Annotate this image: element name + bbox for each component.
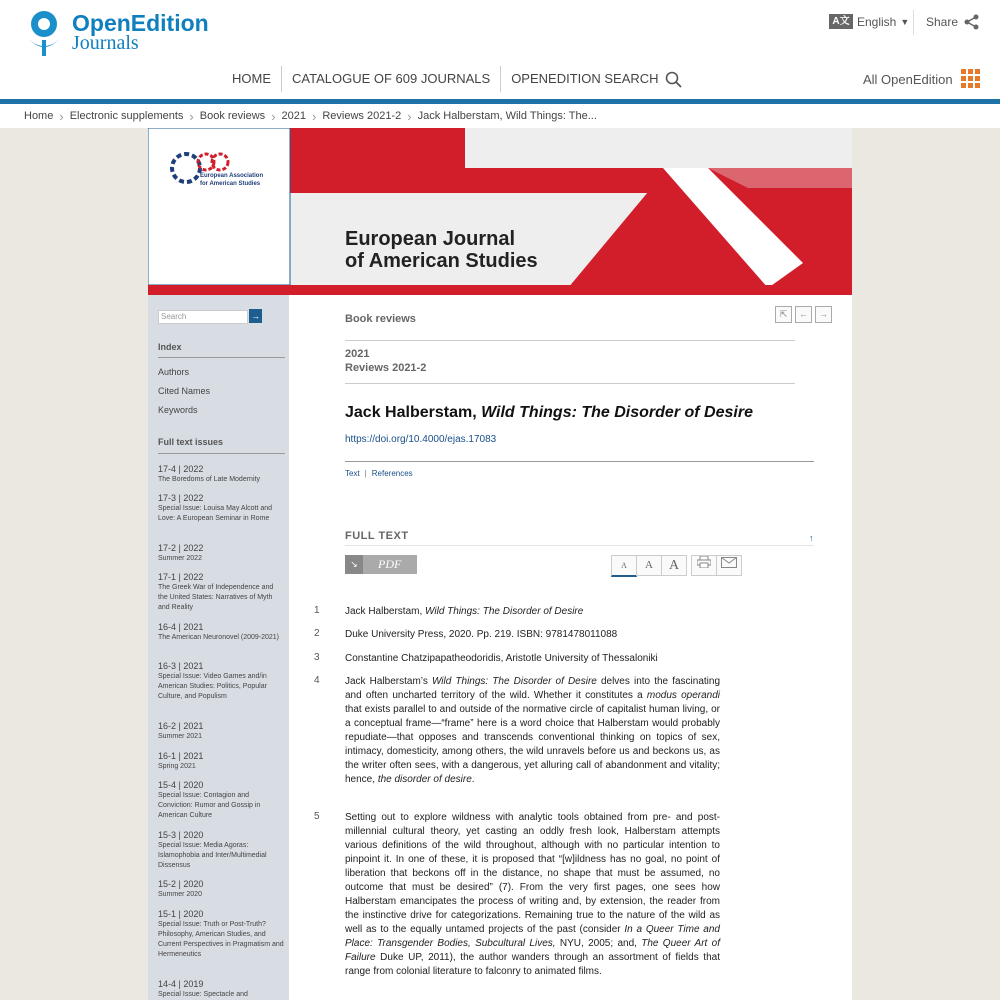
pdf-label: PDF (378, 557, 402, 571)
pdf-download-button[interactable] (345, 555, 417, 574)
chevron-right-icon: › (59, 108, 64, 124)
issue-number: 16-2 | 2021 (158, 721, 204, 731)
breadcrumb-book-reviews[interactable] (200, 109, 282, 124)
issue-number: 17-4 | 2022 (158, 464, 204, 474)
site-header (0, 0, 1000, 100)
back-to-top-of-issue-button[interactable] (775, 306, 792, 323)
breadcrumb-label: Home (24, 110, 54, 122)
p4-text: . (471, 774, 475, 785)
issue-item[interactable] (158, 779, 284, 821)
article-title-author: Jack Halberstam, (345, 404, 482, 421)
issue-item[interactable] (158, 571, 284, 613)
issue-number: 15-2 | 2020 (158, 879, 204, 889)
print-button[interactable] (691, 555, 717, 576)
issue-title: The Boredoms of Late Modernity (158, 476, 260, 483)
issue-item[interactable] (158, 750, 284, 772)
article-tabs (345, 469, 413, 478)
doi-link[interactable]: https://doi.org/10.4000/ejas.17083 (345, 434, 497, 445)
main-nav (222, 66, 692, 92)
breadcrumb-label: Electronic supplements (69, 110, 184, 122)
chevron-down-icon: ▼ (900, 16, 910, 27)
issue-title: Spring 2021 (158, 763, 196, 770)
print-icon (697, 556, 711, 568)
paragraph-3: Constantine Chatzipapatheodoridis, Aristotle University of Thessaloniki (345, 653, 658, 664)
association-line-1: European Association (200, 173, 264, 179)
issue-number: 17-1 | 2022 (158, 572, 204, 582)
breadcrumb-electronic-supplements[interactable] (70, 109, 200, 124)
all-openedition-label: All OpenEdition (863, 71, 953, 87)
sidebar-divider (158, 357, 285, 358)
paragraph-number: 1 (314, 605, 320, 616)
header-divider (913, 10, 914, 35)
issue-title: Special Issue: Louisa May Alcott and Love: A European Seminar in Rome (158, 505, 273, 522)
issue-item[interactable] (158, 720, 284, 742)
translate-icon: A文 (829, 14, 853, 29)
issue-title: The American Neuronovel (2009-2021) (158, 634, 280, 641)
issue-number: 16-3 | 2021 (158, 661, 204, 671)
chevron-right-icon: › (312, 108, 317, 124)
text-tools (612, 555, 742, 577)
breadcrumb-label: Jack Halberstam, Wild Things: The... (417, 110, 597, 122)
article-navigation (775, 306, 832, 323)
breadcrumb-label: 2021 (281, 110, 307, 122)
p4-text: that exists parallel to and outside of the normative circle of capitalist human living, or a conceptual frame—“frame” here is a word choice that Halberstam would probably repudiate—that opposes and transcends conventional thinking on topics of sex, intimacy, domesticity, among others, the wild unravels before us and beckons us, as the writer often sees, with a dangerous, yet alluring call of abandonment and vitality; hence, (345, 704, 720, 785)
next-article-button[interactable] (815, 306, 832, 323)
logo-subtitle: Journals (72, 32, 139, 54)
font-size-small-button[interactable]: A (611, 555, 637, 577)
paragraph-1 (345, 605, 720, 619)
p4-italic: Wild Things: The Disorder of Desire (431, 676, 597, 687)
font-size-large-button[interactable]: A (661, 555, 687, 576)
breadcrumb-year[interactable] (282, 109, 323, 124)
issue-title: Summer 2021 (158, 733, 202, 740)
p1-italic: Wild Things: The Disorder of Desire (425, 606, 584, 617)
issue-title: Special Issue: Media Agoras: Islamophobia and Inter/Multimedial Dissensus (158, 842, 267, 869)
download-icon: ↘ (345, 555, 363, 574)
font-size-medium-button[interactable]: A (636, 555, 662, 576)
index-link-keywords[interactable]: Keywords (158, 405, 198, 415)
issue-item[interactable] (158, 621, 284, 643)
journal-title-line-1: European Journal (345, 228, 516, 250)
p5-text: Duke UP, 2011), the author wanders through an assortment of fields that range from colonial literature to falconry to animated films. (345, 952, 720, 977)
issue-name[interactable]: Reviews 2021-2 (345, 362, 427, 374)
breadcrumb-label: Reviews 2021-2 (322, 110, 402, 122)
issue-item[interactable] (158, 492, 284, 524)
issue-title: Summer 2020 (158, 891, 202, 898)
sidebar-divider (158, 453, 285, 454)
issue-title: Special Issue: Spectacle and (158, 991, 248, 998)
issue-title: Special Issue: Video Games and/in American Studies: Politics, Popular Culture, and Populism (158, 673, 267, 700)
association-name (200, 172, 263, 188)
p4-italic: modus operandi (646, 690, 720, 701)
sidebar-search-button[interactable] (249, 309, 262, 323)
issue-item[interactable] (158, 908, 284, 960)
nav-catalogue[interactable]: CATALOGUE OF 609 JOURNALS (292, 71, 491, 86)
sidebar (148, 295, 289, 1000)
arrow-right-icon: → (819, 309, 828, 319)
openedition-logo-icon (24, 10, 66, 58)
paragraph-number: 3 (314, 652, 320, 663)
issue-item[interactable] (158, 829, 284, 871)
share-button[interactable] (926, 14, 980, 30)
p1-text: Jack Halberstam, (345, 606, 426, 617)
section-divider (345, 383, 795, 384)
section-label[interactable]: Book reviews (345, 313, 416, 325)
article-title (345, 404, 753, 422)
issue-item[interactable] (158, 660, 284, 702)
back-to-top-icon[interactable]: ↑ (809, 533, 814, 543)
arrow-right-icon: → (251, 311, 260, 321)
article-title-book: Wild Things: The Disorder of Desire (481, 404, 753, 421)
chevron-right-icon: › (271, 108, 276, 124)
p4-text: Jack Halberstam’s (345, 676, 432, 687)
breadcrumb-current (418, 110, 597, 122)
breadcrumb-label: Book reviews (199, 110, 266, 122)
language-selector[interactable] (829, 14, 909, 29)
nav-home[interactable]: HOME (232, 71, 271, 86)
issue-title: The Greek War of Independence and the United States: Narratives of Myth and Reality (158, 584, 274, 611)
journal-title-line-2: of American Studies (345, 250, 538, 272)
breadcrumb-issue[interactable] (322, 109, 417, 124)
issues-heading: Full text issues (158, 437, 224, 447)
nav-search[interactable] (501, 66, 691, 92)
logo-title: OpenEdition (72, 10, 209, 36)
issue-title: Special Issue: Truth or Post-Truth? Philosophy, American Studies, and Current Perspectives in Pragmatism and Hermeneutics (158, 921, 284, 958)
previous-article-button[interactable] (795, 306, 812, 323)
language-label: English (857, 14, 897, 29)
index-heading: Index (158, 342, 182, 352)
journal-banner[interactable] (148, 128, 852, 295)
issue-item[interactable] (158, 878, 284, 900)
envelope-icon (721, 557, 737, 568)
tab-separator: | (364, 469, 367, 478)
issue-number: 15-1 | 2020 (158, 909, 204, 919)
share-label: Share (926, 15, 959, 29)
p5-text: NYU, 2005; and, (555, 938, 642, 949)
breadcrumb (0, 104, 1000, 128)
issue-title: Summer 2022 (158, 555, 202, 562)
issue-number: 15-4 | 2020 (158, 780, 204, 790)
p5-italic: The Queer Art of Failure (345, 938, 720, 963)
title-divider (345, 461, 814, 462)
article-main (289, 295, 852, 1000)
paragraph-number: 4 (314, 675, 320, 686)
journal-title (345, 228, 538, 272)
issue-number: 17-2 | 2022 (158, 543, 204, 553)
search-icon (665, 71, 682, 88)
issue-item[interactable] (158, 463, 284, 485)
chevron-right-icon: › (189, 108, 194, 124)
p4-italic: the disorder of desire (377, 774, 472, 785)
all-openedition-menu[interactable] (863, 69, 981, 89)
full-text-heading: FULL TEXT (345, 530, 409, 542)
issue-item[interactable] (158, 542, 284, 564)
issue-number: 16-1 | 2021 (158, 751, 204, 761)
index-link-cited-names[interactable]: Cited Names (158, 386, 211, 396)
paragraph-5 (345, 811, 720, 979)
apps-grid-icon (961, 69, 981, 89)
tab-references[interactable]: References (371, 469, 413, 478)
chevron-right-icon: › (407, 108, 412, 124)
issue-number: 16-4 | 2021 (158, 622, 204, 632)
paragraph-4 (345, 675, 720, 787)
paragraph-2: Duke University Press, 2020. Pp. 219. ISBN: 9781478011088 (345, 629, 618, 640)
arrow-left-icon: ← (799, 309, 808, 319)
tab-text[interactable]: Text (345, 469, 360, 478)
paragraph-number: 2 (314, 628, 320, 639)
issue-number: 14-4 | 2019 (158, 979, 204, 989)
share-icon (964, 14, 980, 30)
paragraph-number: 5 (314, 811, 320, 822)
breadcrumb-home[interactable] (24, 109, 70, 124)
issue-item[interactable] (158, 978, 284, 1000)
issue-title: Special Issue: Contagion and Conviction: Rumor and Gossip in American Culture (158, 792, 261, 819)
nav-search-label: OPENEDITION SEARCH (511, 71, 659, 86)
email-button[interactable] (716, 555, 742, 576)
p5-text: Setting out to explore wildness with analytic tools obtained from pre- and post-millennial cultural theory, yet casting an oddly fresh look, Halberstam attempts various definitions of the wild throughout, although with no particular intention to pinpoint it. In one of these, it is proposed that “[w]ildness has no goal, no point of liberation that beckons off in the distance, no shape that must be assumed, no outcome that must be desired” (7). From the very first pages, one sees how Halberstam emancipates the process of writing and, by extension, the reader from the instinctive drive for categorizations. Remaining true to the nature of the wild as well as to the equally untamed projects of the past (consider (345, 812, 720, 935)
section-divider (345, 340, 795, 341)
association-line-2: for American Studies (200, 181, 261, 187)
index-link-authors[interactable]: Authors (158, 367, 190, 377)
p4-text: delves into the fascinating and often uncharted territory of the wild. Whether it constitutes a (345, 676, 721, 701)
p5-italic: In a Queer Time and Place: Transgender Bodies, Subcultural Lives, (345, 924, 720, 949)
issue-year[interactable]: 2021 (345, 348, 370, 360)
full-text-divider (345, 545, 814, 546)
issue-number: 15-3 | 2020 (158, 830, 204, 840)
sidebar-search-input[interactable]: Search (158, 310, 248, 324)
issue-number: 17-3 | 2022 (158, 493, 204, 503)
arrow-up-left-icon: ⇱ (779, 309, 788, 319)
